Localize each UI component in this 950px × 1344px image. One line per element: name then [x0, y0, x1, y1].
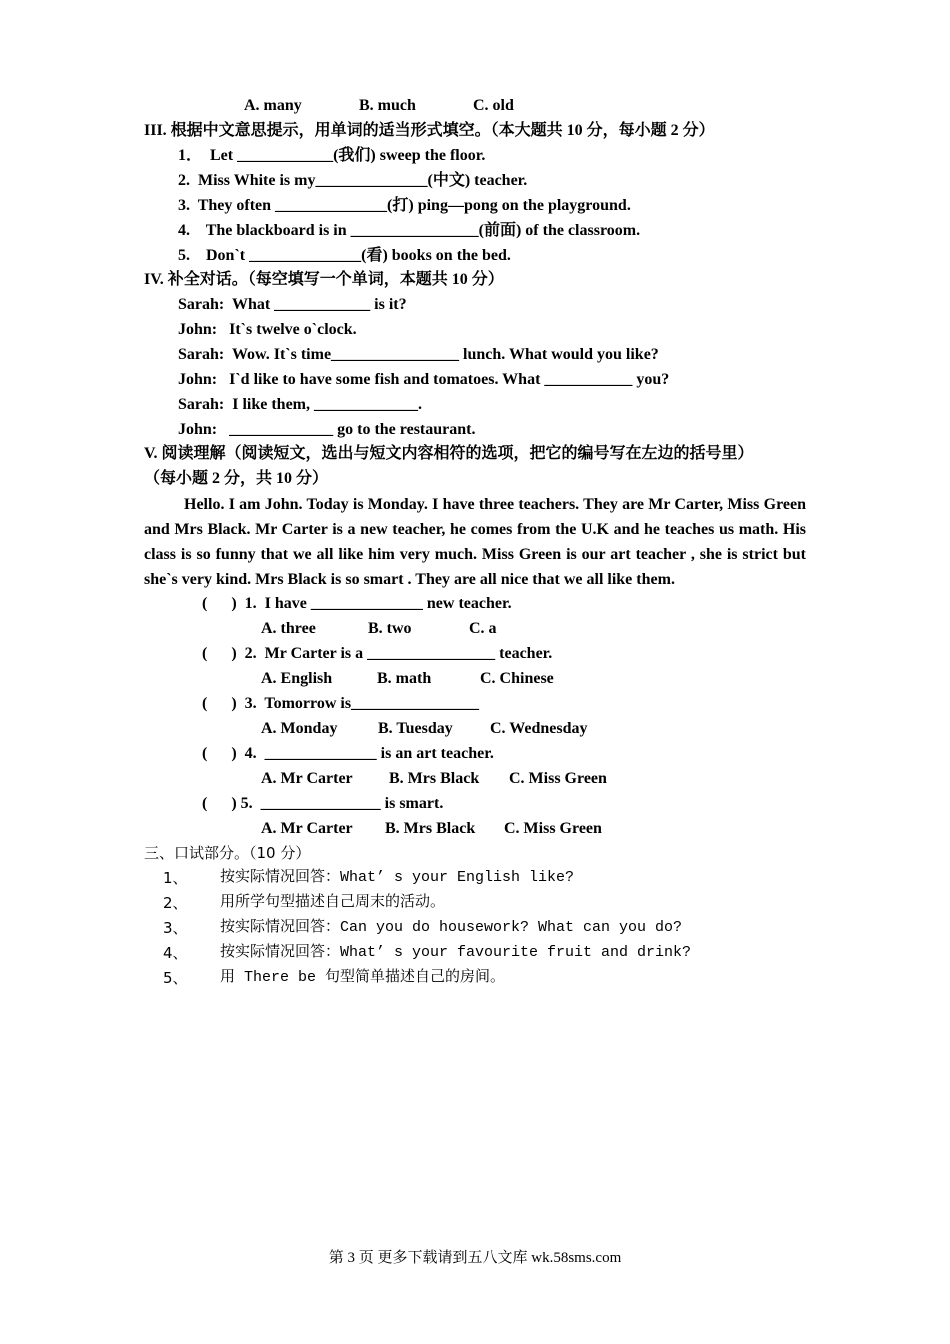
- question-5-option-b: B. Mrs Black: [385, 820, 476, 837]
- question-4-stem: ( ) 4. ______________ is an art teacher.: [202, 745, 494, 762]
- oral-item-3-text: 按实际情况回答：Can you do housework? What can you do?: [220, 919, 683, 936]
- oral-item-3-num: 3、: [163, 919, 188, 937]
- oral-heading: 三、口试部分。（10 分）: [144, 844, 311, 862]
- oral-item-1-text: 按实际情况回答：What’ s your English like?: [220, 869, 575, 886]
- question-1-stem: ( ) 1. I have ______________ new teacher.: [202, 595, 512, 612]
- question-5-option-a: A. Mr Carter: [261, 820, 353, 837]
- question-1-option-c: C. a: [469, 620, 497, 637]
- section3-item-5: 5. Don`t ______________(看) books on the bed.: [178, 247, 511, 264]
- question-4-option-b: B. Mrs Black: [389, 770, 480, 787]
- question-2-option-c: C. Chinese: [480, 670, 554, 687]
- section3-item-4: 4. The blackboard is in ________________(前面) of the classroom.: [178, 222, 641, 239]
- question-3-option-b: B. Tuesday: [378, 720, 453, 737]
- oral-item-4-num: 4、: [163, 944, 188, 962]
- section4-heading: IV. 补全对话。（每空填写一个单词，本题共 10 分）: [144, 271, 504, 288]
- question-5-stem: ( ) 5. _______________ is smart.: [202, 795, 444, 812]
- top-option-b: B. much: [359, 97, 416, 114]
- section5-heading-line1: V. 阅读理解（阅读短文，选出与短文内容相符的选项，把它的编号写在左边的括号里）: [144, 445, 754, 462]
- question-2-stem: ( ) 2. Mr Carter is a ________________ teacher.: [202, 645, 553, 662]
- section3-item-1: 1． Let ____________(我们) sweep the floor.: [178, 147, 486, 164]
- oral-item-5-num: 5、: [163, 969, 188, 987]
- question-3-option-a: A. Monday: [261, 720, 338, 737]
- question-4-option-a: A. Mr Carter: [261, 770, 353, 787]
- oral-item-4-text: 按实际情况回答：What’ s your favourite fruit and drink?: [220, 944, 692, 961]
- question-2-option-b: B. math: [377, 670, 432, 687]
- section5-heading-line2: （每小题 2 分，共 10 分）: [144, 470, 329, 487]
- page-footer: 第 3 页 更多下载请到五八文库 wk.58sms.com: [328, 1250, 622, 1266]
- section3-item-2: 2. Miss White is my______________(中文) teacher.: [178, 172, 528, 189]
- question-5-option-c: C. Miss Green: [504, 820, 602, 837]
- top-option-a: A. many: [244, 97, 302, 114]
- oral-item-1-num: 1、: [163, 869, 188, 887]
- question-3-stem: ( ) 3. Tomorrow is________________: [202, 695, 480, 712]
- top-option-c: C. old: [473, 97, 514, 114]
- reading-passage: Hello. I am John. Today is Monday. I have three teachers. They are Mr Carter, Miss Green and Mrs Black. Mr Carter is a new teacher, he comes from the U.K and he teaches us math. His class is so funny that we all like him very much. Miss Green is our art teacher , she is strict but she`s very kind. Mrs Black is so smart . They are all nice that we all like them.: [144, 496, 806, 588]
- dialogue-line-6: John: _____________ go to the restaurant.: [178, 421, 476, 438]
- dialogue-line-1: Sarah: What ____________ is it?: [178, 296, 407, 313]
- dialogue-line-3: Sarah: Wow. It`s time________________ lunch. What would you like?: [178, 346, 659, 363]
- question-4-option-c: C. Miss Green: [509, 770, 607, 787]
- oral-item-2-text: 用所学句型描述自己周末的活动。: [220, 894, 446, 911]
- oral-item-2-num: 2、: [163, 894, 188, 912]
- dialogue-line-2: John: It`s twelve o`clock.: [178, 321, 357, 338]
- dialogue-line-5: Sarah: I like them, _____________.: [178, 396, 422, 413]
- question-1-option-a: A. three: [261, 620, 316, 637]
- section3-item-3: 3. They often ______________(打) ping—pong on the playground.: [178, 197, 631, 214]
- question-2-option-a: A. English: [261, 670, 333, 687]
- section3-heading: III. 根据中文意思提示，用单词的适当形式填空。（本大题共 10 分，每小题 2 分）: [144, 122, 715, 139]
- dialogue-line-4: John: I`d like to have some fish and tomatoes. What ___________ you?: [178, 371, 670, 388]
- question-3-option-c: C. Wednesday: [490, 720, 588, 737]
- question-1-option-b: B. two: [368, 620, 412, 637]
- oral-item-5-text: 用 There be 句型简单描述自己的房间。: [220, 969, 506, 986]
